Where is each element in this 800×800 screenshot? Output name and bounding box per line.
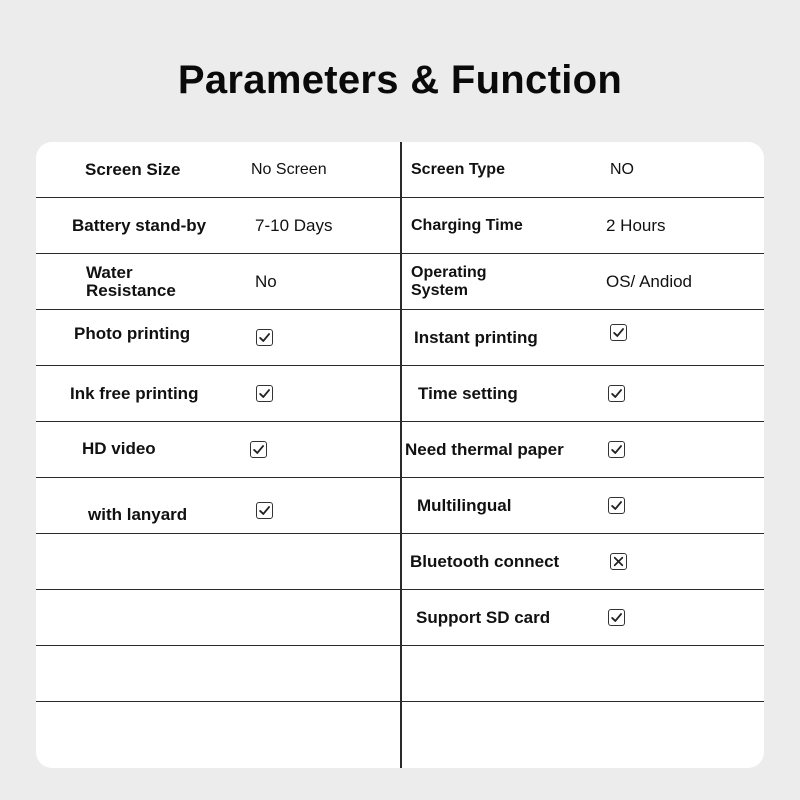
checkmark-icon [256, 502, 273, 519]
spec-label: Screen Size [85, 159, 181, 179]
page-title: Parameters & Function [177, 58, 623, 102]
spec-label: Battery stand-by [72, 215, 207, 235]
spec-label: Photo printing [74, 324, 191, 343]
checkmark-icon [608, 385, 625, 402]
spec-value: 2 Hours [606, 215, 666, 235]
spec-label: Instant printing [414, 327, 538, 347]
spec-label: Time setting [418, 383, 518, 403]
spec-label: Ink free printing [70, 383, 199, 403]
checkmark-icon [610, 324, 627, 341]
spec-value: No [255, 271, 277, 291]
checkmark-icon [608, 609, 625, 626]
checkmark-icon [256, 329, 273, 346]
spec-label: Water Resistance [86, 262, 176, 300]
checkmark-icon [250, 441, 267, 458]
spec-label: Screen Type [411, 160, 505, 178]
spec-label: Charging Time [411, 216, 523, 234]
spec-value: No Screen [251, 160, 327, 178]
spec-label: Support SD card [416, 607, 551, 627]
checkmark-icon [256, 385, 273, 402]
checkmark-icon [608, 441, 625, 458]
spec-label: with lanyard [88, 505, 188, 524]
spec-value: 7-10 Days [255, 215, 333, 235]
checkmark-icon [608, 497, 625, 514]
spec-label: Multilingual [417, 495, 512, 515]
spec-label: HD video [82, 439, 156, 458]
spec-value: NO [610, 160, 634, 178]
column-divider [400, 142, 402, 768]
spec-label: Bluetooth connect [410, 551, 560, 571]
spec-label: Need thermal paper [405, 439, 564, 459]
spec-table [36, 142, 764, 768]
cross-icon [610, 553, 627, 570]
spec-label: Operating System [411, 263, 487, 299]
spec-value: OS/ Andiod [606, 271, 693, 291]
